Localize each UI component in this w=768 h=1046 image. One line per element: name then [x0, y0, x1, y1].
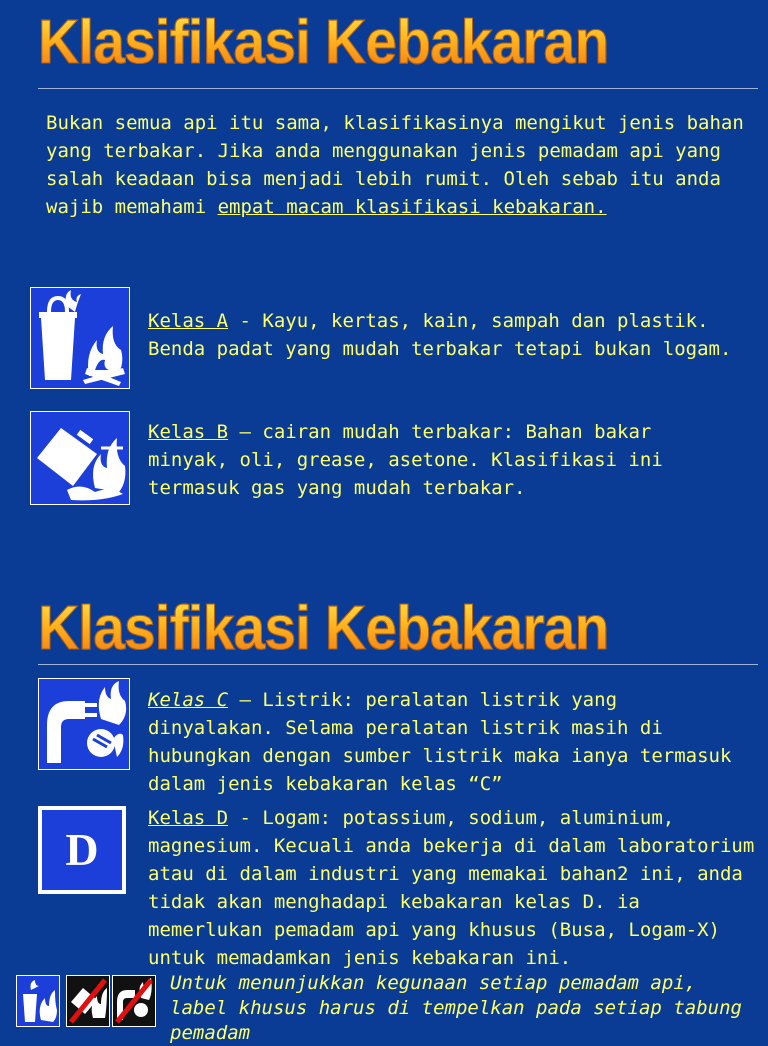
kelas-b-label[interactable]: Kelas B: [148, 421, 229, 443]
class-a-fire-icon: [30, 287, 130, 389]
label-note: Untuk menunjukkan kegunaan setiap pemadam api, label khusus harus di tempelkan pada setiap tabung pemadam: [170, 972, 742, 1044]
kelas-d-label[interactable]: Kelas D: [148, 807, 229, 829]
kelas-a-label[interactable]: Kelas A: [148, 310, 229, 332]
kelas-d-description: [148, 804, 758, 972]
intro-text: Bukan semua api itu sama, klasifikasinya mengikut jenis bahan yang terbakar. Jika anda menggunakan jenis pemadam api yang salah keadaan bisa menjadi lebih rumit. Oleh sebab itu anda wajib memahami: [46, 112, 744, 218]
class-c-fire-icon: [38, 678, 130, 770]
slide-1-title: Klasifikasi Kebakaran: [38, 8, 609, 77]
class-d-icon-inner: [42, 810, 122, 890]
intro-paragraph: [46, 109, 746, 221]
kelas-b-text: – cairan mudah terbakar: Bahan bakar minyak, oli, grease, asetone. Klasifikasi ini termasuk gas yang mudah terbakar.: [148, 421, 663, 499]
classification-link[interactable]: empat macam klasifikasi kebakaran.: [217, 196, 607, 218]
extinguisher-label-a-icon: [16, 975, 60, 1027]
slide-2: [0, 590, 768, 1044]
extinguisher-label-b-icon: [66, 975, 110, 1027]
slide-2-title: Klasifikasi Kebakaran: [38, 594, 609, 663]
class-d-letter: D: [65, 824, 99, 875]
kelas-b-description: [148, 418, 738, 502]
title-divider: [38, 664, 758, 665]
title-divider: [38, 88, 758, 89]
kelas-a-text: - Kayu, kertas, kain, sampah dan plastik. Benda padat yang mudah terbakar tetapi bukan logam.: [148, 310, 732, 360]
kelas-c-label[interactable]: Kelas C: [148, 689, 229, 711]
kelas-a-description: [148, 307, 738, 363]
class-d-icon: [38, 806, 126, 894]
kelas-c-description: [148, 686, 748, 798]
extinguisher-label-c-icon: [112, 975, 156, 1027]
class-b-fire-icon: [30, 411, 130, 505]
kelas-d-text: - Logam: potassium, sodium, aluminium, magnesium. Kecuali anda bekerja di dalam laboratorium atau di dalam industri yang memakai bahan2 ini, anda tidak akan menghadapi kebakaran kelas D. ia memerlukan pemadam api yang khusus (Busa, Logam-X) untuk memadamkan jenis kebakaran ini.: [148, 807, 755, 969]
kelas-c-text: – Listrik: peralatan listrik yang dinyalakan. Selama peralatan listrik masih di hubungkan dengan sumber listrik maka ianya termasuk dalam jenis kebakaran kelas “C”: [148, 689, 732, 795]
